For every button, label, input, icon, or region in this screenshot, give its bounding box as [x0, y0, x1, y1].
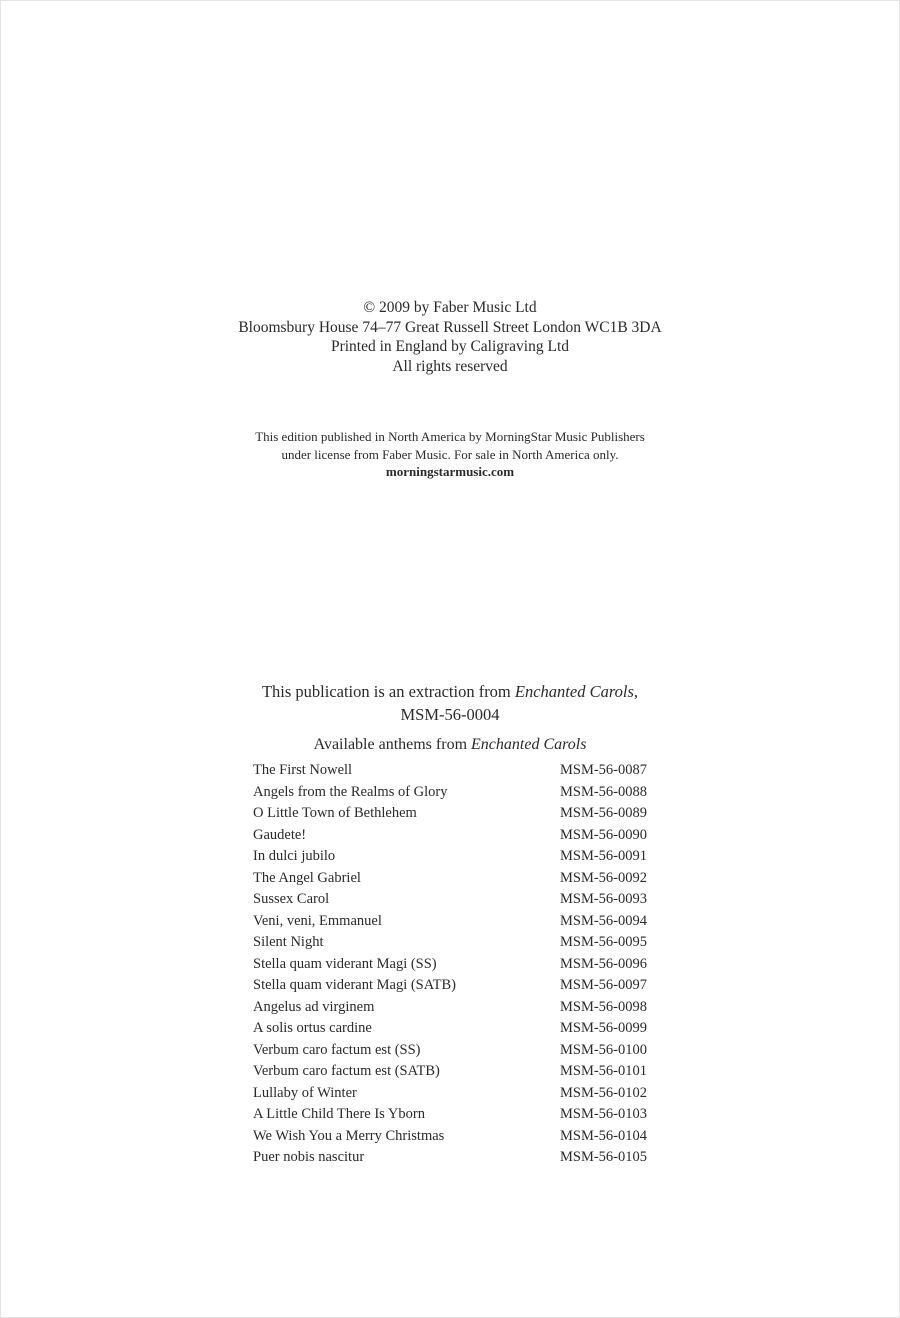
anthem-code: MSM-56-0090: [559, 826, 647, 843]
anthem-row: [253, 1083, 647, 1105]
anthem-code: MSM-56-0095: [559, 934, 647, 950]
anthem-title: Veni, veni, Emmanuel: [253, 912, 382, 929]
anthem-title: Stella quam viderant Magi (SS): [253, 955, 437, 972]
anthem-row: [253, 1104, 647, 1126]
publisher-address: Bloomsbury House 74–77 Great Russell Street London WC1B 3DA: [238, 318, 662, 336]
anthem-row: [253, 932, 647, 954]
anthem-code: MSM-56-0087: [559, 762, 647, 778]
anthem-row: [253, 825, 647, 847]
anthem-row: [253, 975, 647, 997]
anthem-row: [253, 803, 647, 825]
anthem-code: MSM-56-0102: [559, 1084, 647, 1101]
anthem-row: [253, 1018, 647, 1040]
anthem-title: Verbum caro factum est (SATB): [253, 1063, 440, 1079]
anthem-title: Angelus ad virginem: [253, 998, 375, 1015]
anthem-code: MSM-56-0091: [559, 848, 647, 864]
anthem-code: MSM-56-0096: [559, 955, 647, 972]
anthem-title: In dulci jubilo: [253, 848, 336, 864]
anthem-row: [253, 1040, 647, 1062]
anthem-row: [253, 954, 647, 976]
anthem-code: MSM-56-0105: [559, 1149, 647, 1165]
anthem-code: MSM-56-0103: [559, 1106, 647, 1122]
anthem-title: Stella quam viderant Magi (SATB): [253, 977, 456, 993]
anthem-title: A Little Child There Is Yborn: [253, 1106, 425, 1122]
anthem-code: MSM-56-0101: [559, 1063, 647, 1079]
anthem-title: Sussex Carol: [253, 891, 330, 907]
extraction-line: [0, 680, 900, 703]
anthem-title: O Little Town of Bethlehem: [253, 805, 417, 821]
copyright-line: © 2009 by Faber Music Ltd: [363, 299, 537, 316]
printer-line: Printed in England by Caligraving Ltd: [330, 338, 570, 356]
anthem-code: MSM-56-0088: [559, 783, 647, 800]
anthem-code: MSM-56-0097: [559, 977, 647, 993]
available-prefix: Available anthems from: [313, 736, 472, 753]
anthem-row: [253, 1061, 647, 1083]
extraction-notice: [0, 680, 900, 726]
anthem-title: Puer nobis nascitur: [253, 1149, 365, 1165]
anthem-row: [253, 760, 647, 782]
na-edition-line: This edition published in North America by MorningStar Music Publishers: [255, 429, 645, 444]
north-america-notice: [0, 428, 900, 481]
anthem-code: MSM-56-0099: [559, 1020, 647, 1036]
anthem-title: Lullaby of Winter: [253, 1084, 357, 1101]
extraction-prefix: This publication is an extraction from: [261, 682, 515, 701]
available-title: Enchanted Carols: [471, 736, 587, 753]
anthem-code: MSM-56-0094: [559, 912, 647, 929]
anthem-title: We Wish You a Merry Christmas: [253, 1127, 445, 1144]
anthem-row: [253, 1126, 647, 1148]
anthem-code: MSM-56-0089: [559, 805, 647, 821]
anthem-title: The First Nowell: [253, 762, 353, 778]
anthem-code: MSM-56-0098: [559, 998, 647, 1015]
anthem-title: Silent Night: [253, 934, 324, 950]
anthem-row: [253, 868, 647, 890]
anthem-code: MSM-56-0092: [559, 869, 647, 886]
na-license-line: under license from Faber Music. For sale in North America only.: [281, 446, 619, 462]
rights-line: All rights reserved: [392, 358, 508, 376]
anthem-title: The Angel Gabriel: [253, 869, 361, 886]
anthem-title: Verbum caro factum est (SS): [253, 1041, 421, 1058]
available-heading: [0, 735, 900, 755]
anthem-list: [253, 760, 647, 1169]
anthem-row: [253, 1147, 647, 1169]
anthem-row: [253, 911, 647, 933]
anthem-row: [253, 782, 647, 804]
anthem-title: Gaudete!: [253, 826, 307, 843]
anthem-row: [253, 997, 647, 1019]
website-link[interactable]: morningstarmusic.com: [385, 464, 515, 479]
anthem-code: MSM-56-0100: [559, 1041, 647, 1058]
anthem-code: MSM-56-0093: [559, 891, 647, 907]
copyright-block: [0, 298, 900, 377]
anthem-row: [253, 846, 647, 868]
anthem-code: MSM-56-0104: [559, 1127, 647, 1144]
anthem-title: Angels from the Realms of Glory: [253, 783, 448, 800]
anthem-title: A solis ortus cardine: [253, 1020, 372, 1036]
extraction-code: MSM-56-0004: [400, 705, 500, 724]
anthem-row: [253, 889, 647, 911]
extraction-title: Enchanted Carols,: [514, 682, 639, 701]
